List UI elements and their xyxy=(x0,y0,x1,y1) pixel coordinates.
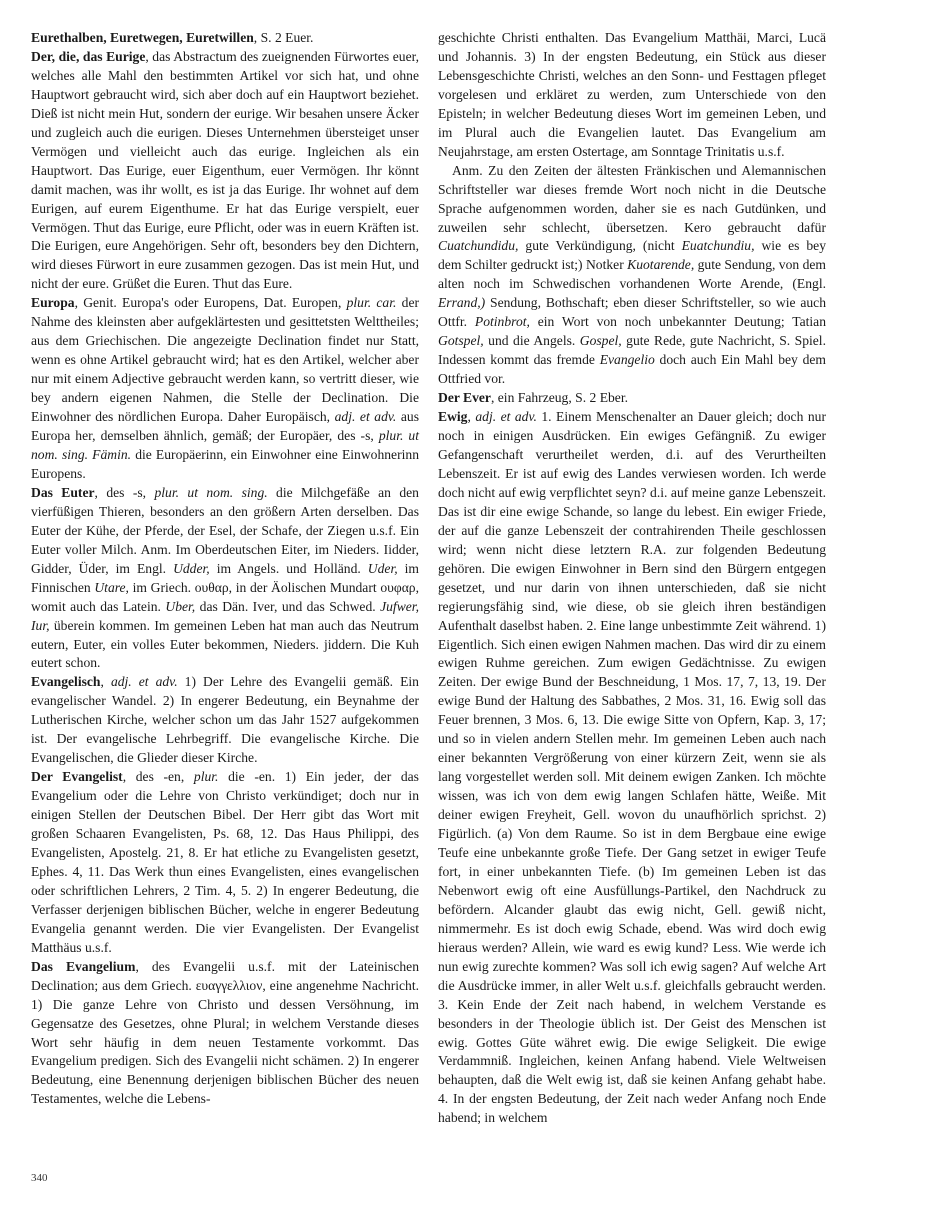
page-number: 340 xyxy=(31,1172,48,1184)
entry-evangelium-continued: geschichte Christi enthalten. Das Evangelium Matthäi, Marci, Lucä und Johannis. 3) In der engsten Bedeutung, ein Stück aus dieser Lebensgeschichte Christi, welches an den Sonn- und Festtagen pfleget vorgelesen und erkläret zu werden, zum Unterschiede von den Episteln; in welcher Bedeutung dieses Wort im gemeinen Leben, und im Plural auch die Evangelien lautet. Das Evangelium am Neujahrstage, am ersten Ostertage, am Sonntage Trinitatis u.s.f. xyxy=(438,30,826,159)
right-column xyxy=(438,29,826,1128)
headword: Das Evangelium xyxy=(31,958,136,974)
headword: Eurethalben, Euretwegen, Euretwillen xyxy=(31,30,254,45)
headword: Der, die, das Eurige xyxy=(31,48,146,64)
headword: Ewig xyxy=(438,409,468,425)
entry-evangelium-note: Anm. Zu den Zeiten der ältesten Fränkischen und Alemannischen Schriftsteller war dieses fremde Wort noch nicht in die Deutsche Sprache aufgenommen worden, daher sie es nach Gutdünken, und zuweilen sehr schlecht, übersetzen. Kero gebraucht dafür Cuatchundidu, gute Verkündigung, (nicht Euatchundiu, wie es bey dem Schilter gedruckt ist;) Notker Kuotarende, gute Sendung, von dem alten noch im Schwedischen vorhandenen Worte Arende, (Engl. Errand,) Sendung, Bothschaft; eben dieser Schriftsteller, so wie auch Ottfr. Potinbrot, ein Wort von noch unbekannter Deutung; Tatian Gotspel, und die Angels. Gospel, gute Rede, gute Nachricht, S. Spiel. Indessen kommt das fremde Evangelio doch auch Ein Mahl bey dem Ottfried vor. xyxy=(438,162,827,387)
entry-evangelist: Der Evangelist, des -en, plur. die -en. 1) Ein jeder, der das Evangelium oder die Lehre von Christo verkündiget; doch nur in einigen Stellen der Deutschen Bibel. Der Herr gibt das Wort mit großen Schaaren Evangelisten, Ps. 68, 12. Das Haus Philippi, des Evangelisten, Apostelg. 21, 8. Er hat etliche zu Evangelisten gesetzt, Ephes. 4, 11. Das Werk thun eines Evangelisten, eines evangelischen oder schriftlichen Lehrers, 2 Tim. 4, 5. 2) In engerer Bedeutung, die Verfasser derjenigen biblischen Bücher, welche in engerer Bedeutung Evangelia genannt werden. Die vier Evangelisten. Der Evangelist Matthäus u.s.f. xyxy=(31,769,419,955)
entry-ever: Der Ever, ein Fahrzeug, S. 2 Eber. xyxy=(438,390,629,406)
left-column xyxy=(31,29,419,1109)
headword: Evangelisch xyxy=(31,674,101,690)
entry-evangelisch: Evangelisch, adj. et adv. 1) Der Lehre des Evangelii gemäß. Ein evangelischer Wandel. 2) In engerer Bedeutung, ein Beynahme der Lutherischen Kirche, welcher schon um das Jahr 1527 aufgekommen ist. Der evangelische Lehrbegriff. Die evangelische Kirche. Die Evangelischen, die Glieder dieser Kirche. xyxy=(31,674,419,766)
entry-eurethalben: Eurethalben, Euretwegen, Euretwillen, S. 2 Euer. xyxy=(31,30,314,45)
headword: Der Ever xyxy=(438,390,491,406)
entry-euter: Das Euter, des -s, plur. ut nom. sing. die Milchgefäße an den vierfüßigen Thieren, besonders an den größern Arten derselben. Das Euter der Kühe, der Pferde, der Esel, der Schafe, der Ziegen u.s.f. Ein Euter voller Milch. Anm. Im Oberdeutschen Eiter, im Nieders. Iidder, Gidder, Üder, im Engl. Udder, im Angels. und Holländ. Uder, im Finnischen Utare, im Griech. ουθαρ, in der Äolischen Mundart ουφαρ, womit auch das Latein. Uber, das Dän. Iver, und das Schwed. Jufwer, Iur, überein kommen. Im gemeinen Leben hat man auch das Neutrum eutern, Euter, ein volles Euter bekommen, Nieders. jiddern. Die Kuh eutert schon. xyxy=(31,484,419,671)
entry-europa: Europa, Genit. Europa's oder Europens, Dat. Europen, plur. car. der Nahme des kleinsten aber aufgeklärtesten und gesittetsten Welttheiles; aus dem Griechischen. Die angezeigte Declination findet nur Statt, wenn es ohne Artikel gebraucht wird; hat es den Artikel, welcher aber nur mit einem Adjective gebraucht werden kann, so vertritt dieser, wie bey andern eigenen Nahmen, die Stelle der Declination. Die Einwohner des nördlichen Europa. Daher Europäisch, adj. et adv. aus Europa her, demselben ähnlich, gemäß; der Europäer, des -s, plur. ut nom. sing. Fämin. die Europäerinn, ein Einwohner eine Einwohnerinn Europens. xyxy=(31,295,420,481)
headword: Europa xyxy=(31,295,75,311)
entry-ewig: Ewig, adj. et adv. 1. Einem Menschenalter an Dauer gleich; doch nur noch in einigen Ausdrücken. Ein ewiges Gefängniß. Zu ewiger Gefangenschaft verurtheilet werden, d.i. auf des Verurtheilten Lebenszeit. Er ist auf ewig des Landes verwiesen worden. Ich werde doch nicht auf ewig verpflichtet seyn? d.i. auf meine ganze Lebenszeit. Das ist dir eine ewige Schande, so lange du lebest. Ein ewiger Friede, der auf die ganze Lebenszeit der contrahirenden Theile geschlossen wird; wenn nicht diese letztern R.A. zur folgenden Bedeutung gehören. Die ewigen Einwohner in Bern sind den Bürgern entgegen gesetzet, und nur darin von ihnen unterschieden, daß sie nicht regierungsfähig sind, wie diese, ob sie gleich ihren beständigen Aufenthalt daselbst haben. 2. Eine lange unbestimmte Zeit während. 1) Eigentlich. Sich einen ewigen Nahmen machen. Das wird dir zu einem ewigen Ruhme gereichen. Zum ewigen Gedächtnisse. Zu ewigen Zeiten. Der ewige Bund der Beschneidung, 1 Mos. 17, 7, 13, 19. Der ewige Bund der Haltung des Sabbathes, 2 Mos. 31, 16. Ewig soll das Feuer brennen, 3 Mos. 6, 13. Die ewige Sitte von Opfern, Kap. 3, 17; und so in vielen andern Stellen mehr. Im gemeinen Leben auch nach einer bekannten Vergrößerung von einer kürzern Zeit, wenn sie als lang vorgestellet werden soll. Mit deinem ewigen Zanken. Ich möchte wissen, was ich von dem ewig langen Schlafen hätte, Weiße. Mit deiner ewigen Freyheit, Gell. wovon du unaufhörlich sprichst. 2) Figürlich. (a) Von dem Raume. So ist in dem Bergbaue eine ewige Teufe eine unbekannte große Tiefe. Der Gang setzet in ewiger Teufe fort, in einer unbekannten Tiefe. (b) Im gemeinen Leben ist das Nebenwort ewig oft eine Ausfüllungs-Partikel, den Nachdruck zu befördern. Alcander glaubt das ewig nicht, Gell. gewiß nicht, nimmermehr. Es ist doch ewig Schade, ebend. Was wird doch ewig hieraus werden? Allein, wie ward es ewig kund? Less. Wie werde ich nun ewig zurechte kommen? Was soll ich ewig sagen? Auf welche Art die Ausdrücke immer, in aller Welt u.s.f. gleichfalls gebraucht werden. 3. Kein Ende der Zeit nach habend, in welchem Verstande es besonders in der Theologie üblich ist. Der Geist des Menschen ist ewig. Gottes Güte währet ewig. Die ewige Seligkeit. Die ewige Verdammniß. Ingleichen, keinen Anfang habend. Viele Weltweisen behaupten, daß die Welt ewig ist, daß sie keinen Anfang gehabt habe. 4. In der engsten Bedeutung, der Zeit nach weder Anfang noch Ende habend; in welchem xyxy=(438,409,826,1126)
entry-eurige: Der, die, das Eurige, das Abstractum des zueignenden Fürwortes euer, welches alle Mahl den bestimmten Artikel vor sich hat, und ohne Hauptwort gebraucht wird, sich aber doch auf ein Hauptwort beziehet. Dieß ist nicht mein Hut, sondern der eurige. Wir besahen unsere Äcker und zugleich auch die eurigen. Dieses Unternehmen übersteiget unser Vermögen und vielleicht auch das eurige. Ingleichen als ein Hauptwort. Das Eurige, euer Eigenthum, euer Vermögen. Ihr könnt damit machen, was ihr wollt, es ist ja das Eurige. Ihr wohnet auf dem Eurigen, auf eurem Eigenthume. Er hat das Eurige verspielt, euer Vermögen. Thut das Eurige, eure Pflicht, oder was in euern Kräften ist. Die Eurigen, eure Angehörigen. Sehr oft, besonders bey den Dichtern, wird dieses Fürwort in eure zusammen gezogen. Das ist mein Hut, und nicht der eure. Grüßet die Euren. Thut das Eure. xyxy=(31,48,419,292)
entry-evangelium: Das Evangelium, des Evangelii u.s.f. mit der Lateinischen Declination; aus dem Griech. ευαγγελλιον, eine angenehme Nachricht. 1) Die ganze Lehre von Christo und dessen Versöhnung, im Gegensatze des Gesetzes, ohne Plural; in welchem Verstande dieses Wort sehr häufig in dem neuen Testamente vorkommt. Das Evangelium predigen. Sich des Evangelii nicht schämen. 2) In engerer Bedeutung, eine Benennung derjenigen biblischen Bücher des neuen Testamentes, welche die Lebens- xyxy=(31,958,419,1107)
headword: Das Euter xyxy=(31,484,95,500)
headword: Der Evangelist xyxy=(31,769,123,785)
